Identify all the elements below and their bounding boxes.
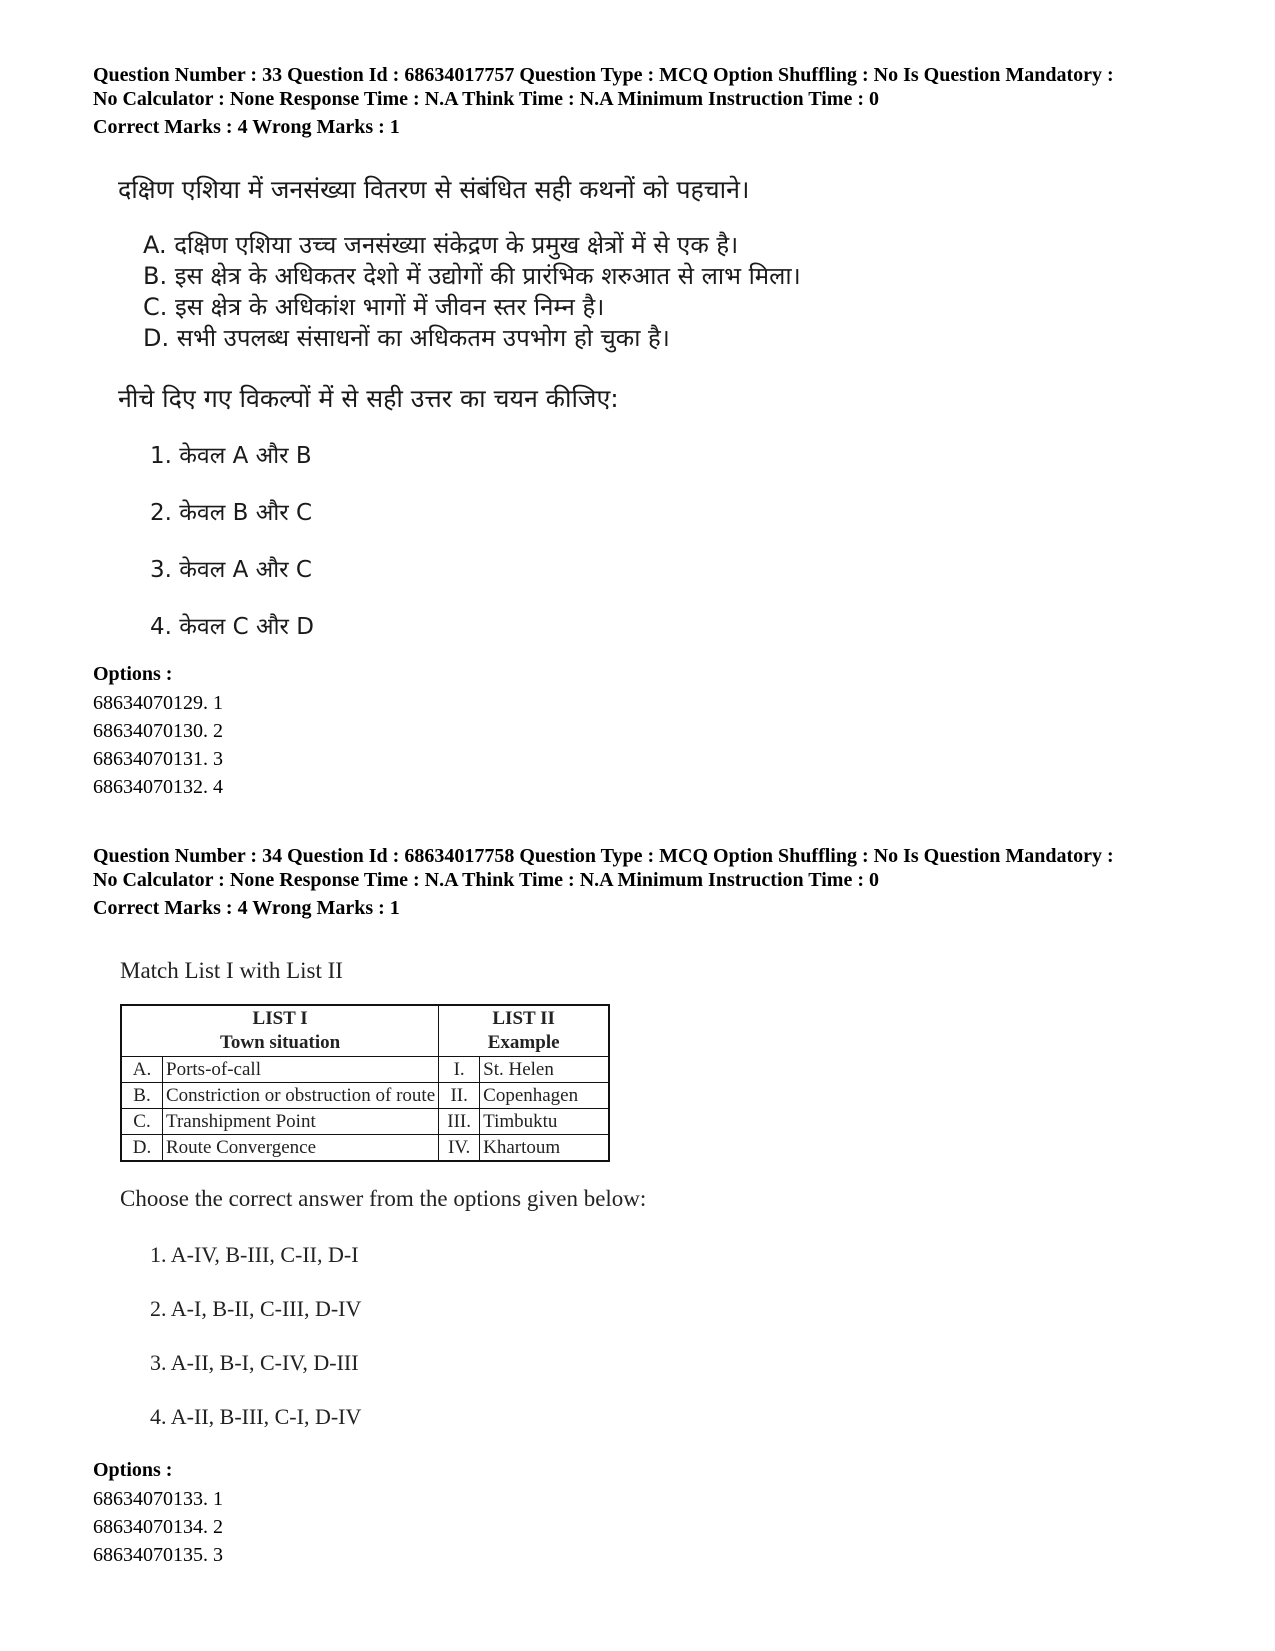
table-row xyxy=(121,1057,609,1083)
q33-options-heading: Options : xyxy=(93,663,173,685)
list1-value: Route Convergence xyxy=(163,1135,439,1162)
table-row xyxy=(121,1083,609,1109)
q33-option-4: 68634070132. 4 xyxy=(93,776,223,798)
q33-option-3: 68634070131. 3 xyxy=(93,748,223,770)
table-row xyxy=(121,1135,609,1162)
q34-choice-1: 1. A-IV, B-III, C-II, D-I xyxy=(150,1242,359,1267)
q34-choose-prompt: Choose the correct answer from the options given below: xyxy=(120,1186,647,1211)
list2-value: Timbuktu xyxy=(480,1109,610,1135)
list2-header xyxy=(439,1005,610,1057)
list1-subtitle: Town situation xyxy=(219,1032,341,1053)
list1-title: LIST I xyxy=(252,1008,308,1029)
list2-value: Khartoum xyxy=(480,1135,610,1162)
list1-header xyxy=(121,1005,439,1057)
q34-meta-line2: No Calculator : None Response Time : N.A Think Time : N.A Minimum Instruction Time : 0 xyxy=(93,869,879,891)
q33-stem: दक्षिण एशिया में जनसंख्या वितरण से संबंधित सही कथनों को पहचाने। xyxy=(118,175,750,204)
q33-choice-4: 4. केवल C और D xyxy=(150,614,314,640)
list2-title: LIST II xyxy=(492,1008,555,1029)
q34-meta-line1: Question Number : 34 Question Id : 68634017758 Question Type : MCQ Option Shuffling : No Is Question Mandatory : xyxy=(93,845,1114,867)
q34-choice-4: 4. A-II, B-III, C-I, D-IV xyxy=(150,1404,362,1429)
table-row xyxy=(121,1109,609,1135)
q33-option-1: 68634070129. 1 xyxy=(93,692,223,714)
match-table xyxy=(120,1004,610,1162)
q33-statement-b: B. इस क्षेत्र के अधिकतर देशो में उद्योगों की प्रारंभिक शरुआत से लाभ मिला। xyxy=(143,262,801,290)
match-table-header xyxy=(121,1005,609,1057)
q34-marks: Correct Marks : 4 Wrong Marks : 1 xyxy=(93,897,400,919)
q34-choice-2: 2. A-I, B-II, C-III, D-IV xyxy=(150,1296,362,1321)
q33-choice-3: 3. केवल A और C xyxy=(150,557,312,583)
q33-choice-2: 2. केवल B और C xyxy=(150,500,313,526)
list1-key: A. xyxy=(121,1057,163,1083)
q33-option-2: 68634070130. 2 xyxy=(93,720,223,742)
q34-title: Match List I with List II xyxy=(120,958,343,983)
list2-key: II. xyxy=(439,1083,480,1109)
q33-statement-d: D. सभी उपलब्ध संसाधनों का अधिकतम उपभोग हो चुका है। xyxy=(143,324,670,352)
q33-statement-c: C. इस क्षेत्र के अधिकांश भागों में जीवन स्तर निम्न है। xyxy=(143,293,605,321)
list1-value: Constriction or obstruction of route xyxy=(163,1083,439,1109)
list2-value: St. Helen xyxy=(480,1057,610,1083)
q34-options-heading: Options : xyxy=(93,1459,173,1481)
q33-statement-a: A. दक्षिण एशिया उच्च जनसंख्या संकेद्रण के प्रमुख क्षेत्रों में से एक है। xyxy=(143,231,739,259)
list2-key: I. xyxy=(439,1057,480,1083)
list2-key: III. xyxy=(439,1109,480,1135)
list1-value: Transhipment Point xyxy=(163,1109,439,1135)
q33-meta-line1: Question Number : 33 Question Id : 68634017757 Question Type : MCQ Option Shuffling : No Is Question Mandatory : xyxy=(93,64,1114,86)
list1-value: Ports-of-call xyxy=(163,1057,439,1083)
list2-key: IV. xyxy=(439,1135,480,1162)
list1-key: D. xyxy=(121,1135,163,1162)
q33-choice-1: 1. केवल A और B xyxy=(150,443,312,469)
list2-value: Copenhagen xyxy=(480,1083,610,1109)
q34-option-3: 68634070135. 3 xyxy=(93,1544,223,1566)
q33-marks: Correct Marks : 4 Wrong Marks : 1 xyxy=(93,116,400,138)
q33-choose-prompt: नीचे दिए गए विकल्पों में से सही उत्तर का चयन कीजिए: xyxy=(118,384,619,413)
q34-choice-3: 3. A-II, B-I, C-IV, D-III xyxy=(150,1350,359,1375)
list1-key: B. xyxy=(121,1083,163,1109)
q33-meta-line2: No Calculator : None Response Time : N.A Think Time : N.A Minimum Instruction Time : 0 xyxy=(93,88,879,110)
q34-option-2: 68634070134. 2 xyxy=(93,1516,223,1538)
list2-subtitle: Example xyxy=(487,1032,560,1053)
q34-option-1: 68634070133. 1 xyxy=(93,1488,223,1510)
list1-key: C. xyxy=(121,1109,163,1135)
